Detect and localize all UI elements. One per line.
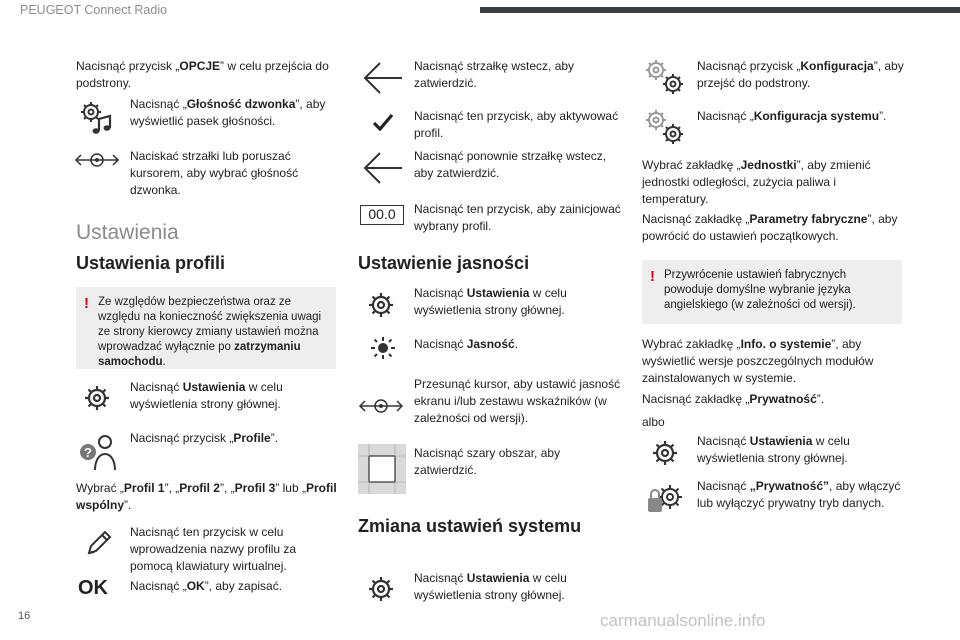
reset-icon: 00.0 [360,205,404,225]
units-text: Wybrać zakładkę „Jednostki”, aby zmienić jednostki odległości, zużycia paliwa i temperatury. [642,158,871,206]
back-confirm-text: Nacisnąć strzałkę wstecz, aby zatwierdzić. [414,59,575,90]
checkmark-icon [372,112,394,132]
back-arrow-icon-2 [360,150,406,186]
warning-icon: ! [84,295,89,312]
gear-icon [82,383,112,413]
watermark: carmanualsonline.info [600,611,766,630]
system-settings-text: Nacisnąć Ustawienia w celu wyświetlenia strony głównej. [414,571,567,602]
section-title: Ustawienia [76,221,179,244]
privacy-settings-text: Nacisnąć Ustawienia w celu wyświetlenia strony głównej. [697,434,850,465]
intro-text: Nacisnąć przycisk „OPCJE” w celu przejścia do podstrony. [76,59,329,90]
back-confirm-text-2: Nacisnąć ponownie strzałkę wstecz, aby zatwierdzić. [414,149,607,180]
ok-icon: OK [78,577,108,599]
pencil-icon [84,526,114,558]
grey-area-icon [358,444,406,494]
brightness-text: Nacisnąć Jasność. [414,337,519,351]
gear-icon-2 [366,290,396,320]
brightness-settings-text: Nacisnąć Ustawienia w celu wyświetlenia strony głównej. [414,286,567,317]
slider-arrows-icon [74,150,120,170]
settings-text: Nacisnąć Ustawienia w celu wyświetlenia strony głównej. [130,380,283,411]
brightness-slider-text: Przesunąć kursor, aby ustawić jasność ekranu i/lub zestawu wskaźników (w zależności od wersji). [414,377,621,425]
ringtone-volume-text: Nacisnąć „Głośność dzwonka”, aby wyświetlić pasek głośności. [130,97,326,128]
profile-button-text: Nacisnąć przycisk „Profile”. [130,431,279,445]
activate-profile-text: Nacisnąć ten przycisk, aby aktywować profil. [414,109,619,140]
edit-name-text: Nacisnąć ten przycisk w celu wprowadzenia nazwy profilu za pomocą klawiatury wirtualnej. [130,525,297,573]
privacy-toggle-text: Nacisnąć „Prywatność”, aby włączyć lub wyłączyć prywatny tryb danych. [697,479,901,510]
profiles-heading: Ustawienia profili [76,253,226,273]
grey-area-text: Nacisnąć szary obszar, aby zatwierdzić. [414,446,561,477]
config-text: Nacisnąć przycisk „Konfiguracja”, aby przejść do podstrony. [697,59,904,90]
page-number: 16 [18,610,31,622]
system-config-gears-icon [642,106,688,148]
profile-user-icon [78,430,120,472]
system-heading: Zmiana ustawień systemu [358,516,582,536]
volume-slider-text: Naciskać strzałki lub poruszać kursorem, aby wybrać głośność dzwonka. [130,149,299,197]
svg-text:?: ? [84,445,92,460]
ok-save-text: Nacisnąć „OK”, aby zapisać. [130,579,283,593]
system-info-text: Wybrać zakładkę „Info. o systemie”, aby wyświetlić wersje poszczególnych modułów zainstalowanych w systemie. [642,337,874,385]
privacy-lock-icon [646,482,686,518]
warning-icon-2: ! [650,268,655,285]
reset-profile-text: Nacisnąć ten przycisk, aby zainicjować wybrany profil. [414,202,621,233]
safety-warning: ! Ze względów bezpieczeństwa oraz ze względu na konieczność zwiększenia uwagi ze strony kierowcy zmiany ustawień można wprowadzać wyłącznie po zatrzymaniu samochodu. [76,287,336,369]
header-title: PEUGEOT Connect Radio [20,3,168,17]
privacy-tab-text: Nacisnąć zakładkę „Prywatność”. [642,392,825,406]
back-arrow-icon [360,60,406,96]
gear-music-icon [76,98,116,138]
system-config-text: Nacisnąć „Konfiguracja systemu”. [697,109,887,123]
slider-arrows-icon-2 [358,396,404,416]
brightness-icon [368,334,398,360]
or-text: albo [642,415,665,429]
brightness-heading: Ustawienie jasności [358,253,530,273]
factory-text: Nacisnąć zakładkę „Parametry fabryczne”, aby powrócić do ustawień początkowych. [642,212,898,243]
config-gears-icon [642,56,688,98]
header-bar [480,7,960,13]
factory-warning: ! Przywrócenie ustawień fabrycznych powoduje domyślne wybranie języka angielskiego (w zależności od wersji). [642,260,902,324]
gear-icon-4 [650,438,680,468]
choose-profile-text: Wybrać „Profil 1”, „Profil 2”, „Profil 3” lub „Profil wspólny”. [76,481,337,512]
gear-icon-3 [366,574,396,604]
